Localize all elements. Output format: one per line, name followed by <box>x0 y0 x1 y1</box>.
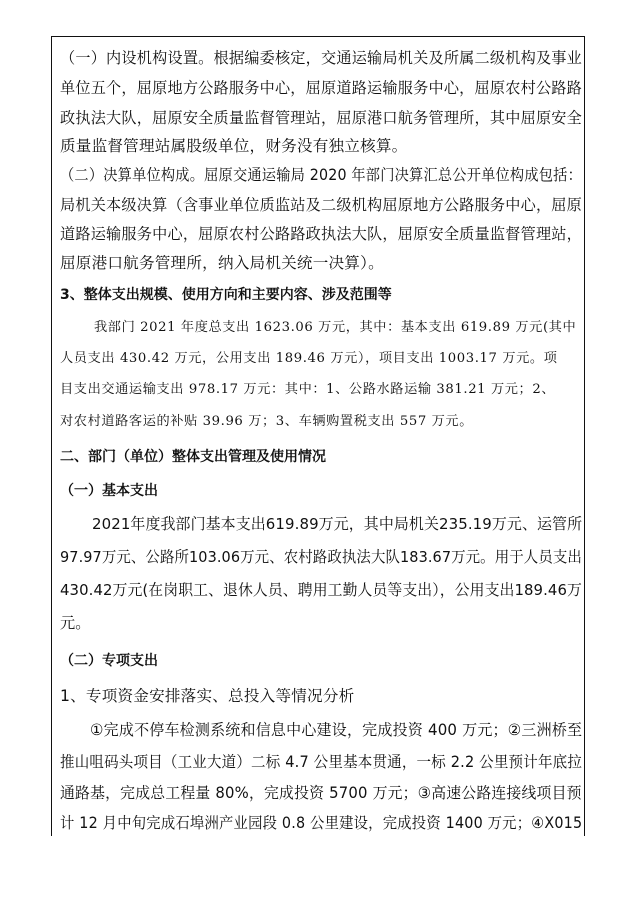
text-line: 元。 <box>60 614 91 632</box>
text-line: 1、专项资金安排落实、总投入等情况分析 <box>60 687 355 705</box>
text-line: 政执法大队，屈原安全质量监督管理站，屈原港口航务管理所，其中屈原安全 <box>60 109 583 127</box>
text-line: 计 12 月中旬完成石埠洲产业园段 0.8 公里建设，完成投资 1400 万元；④X015 <box>60 814 583 832</box>
text-line: 局机关本级决算（含事业单位质监站及二级机构屈原地方公路服务中心，屈原 <box>60 196 583 214</box>
text-line: （二）决算单位构成。屈原交通运输局 2020 年部门决算汇总公开单位构成包括： <box>60 166 583 184</box>
text-line: （一）内设机构设置。根据编委核定，交通运输局机关及所属二级机构及事业 <box>60 49 583 67</box>
text-line: 推山咀码头项目（工业大道）二标 4.7 公里基本贯通，一标 2.2 公里预计年底拉 <box>60 753 583 771</box>
text-line: 通路基，完成总工程量 80%，完成投资 5700 万元；③高速公路连接线项目预 <box>60 784 582 802</box>
text-line: 目支出交通运输支出 978.17 万元：其中：1、公路水路运输 381.21 万元；2、 <box>60 382 556 397</box>
text-line: ①完成不停车检测系统和信息中心建设，完成投资 400 万元；②三洲桥至 <box>90 721 583 739</box>
text-line: 屈原港口航务管理所，纳入局机关统一决算）。 <box>60 254 384 272</box>
text-line: 质量监督管理站属股级单位，财务没有独立核算。 <box>60 137 408 155</box>
subsection-heading: （一）基本支出 <box>60 483 158 499</box>
text-line: 单位五个，屈原地方公路服务中心，屈原道路运输服务中心，屈原农村公路路 <box>60 79 583 97</box>
document-frame <box>51 36 585 836</box>
subsection-heading: （二）专项支出 <box>60 653 158 669</box>
text-line: 道路运输服务中心，屈原农村公路路政执法大队，屈原安全质量监督管理站， <box>60 225 583 243</box>
text-line: 人员支出 430.42 万元，公用支出 189.46 万元），项目支出 1003.17 万元。项 <box>60 351 558 366</box>
text-line: 对农村道路客运的补贴 39.96 万；3、车辆购置税支出 557 万元。 <box>60 414 473 429</box>
text-line: 我部门 2021 年度总支出 1623.06 万元，其中：基本支出 619.89 万元(其中 <box>94 320 577 335</box>
text-line: 2021年度我部门基本支出619.89万元，其中局机关235.19万元、运管所 <box>92 515 583 533</box>
section-heading: 3、整体支出规模、使用方向和主要内容、涉及范围等 <box>60 287 392 303</box>
text-line: 430.42万元(在岗职工、退休人员、聘用工勤人员等支出），公用支出189.46万 <box>60 581 582 599</box>
section-heading: 二、部门（单位）整体支出管理及使用情况 <box>60 449 326 465</box>
text-line: 97.97万元、公路所103.06万元、农村路政执法大队183.67万元。用于人员支出 <box>60 548 582 566</box>
